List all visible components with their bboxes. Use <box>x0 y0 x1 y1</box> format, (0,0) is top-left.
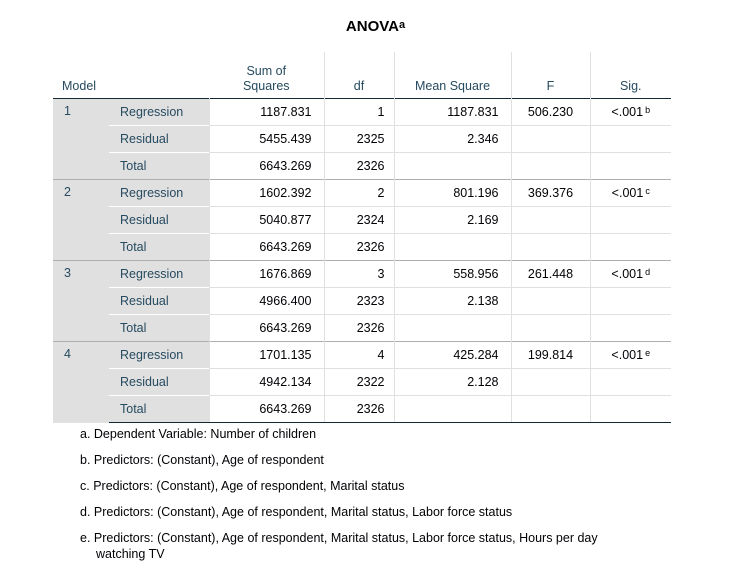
header-sum-of-squares-line1: Sum of <box>246 64 287 78</box>
sig-cell <box>590 315 671 342</box>
sig-cell <box>590 180 671 207</box>
df-cell: 2326 <box>324 153 394 180</box>
footnote-b: b. Predictors: (Constant), Age of respondent <box>80 453 324 467</box>
table-row <box>53 207 671 234</box>
sig-cell <box>590 126 671 153</box>
source-label: Residual <box>109 288 209 315</box>
f-cell <box>511 153 590 180</box>
sum-of-squares-cell: 4942.134 <box>209 369 324 396</box>
source-label: Regression <box>109 99 209 126</box>
header-sum-of-squares <box>209 52 324 99</box>
mean-square-cell: 425.284 <box>394 342 511 369</box>
model-number: 3 <box>53 261 109 342</box>
footnote-c: c. Predictors: (Constant), Age of respondent, Marital status <box>80 479 405 493</box>
sum-of-squares-cell: 6643.269 <box>209 234 324 261</box>
sig-cell <box>590 342 671 369</box>
sig-cell <box>590 207 671 234</box>
anova-table <box>53 52 671 423</box>
sum-of-squares-cell: 1701.135 <box>209 342 324 369</box>
sum-of-squares-cell: 4966.400 <box>209 288 324 315</box>
sum-of-squares-cell: 6643.269 <box>209 396 324 423</box>
sig-value: <.001 <box>611 348 644 362</box>
sig-cell <box>590 153 671 180</box>
sig-cell <box>590 99 671 126</box>
anova-table-body <box>53 99 671 423</box>
source-label: Residual <box>109 207 209 234</box>
table-title-superscript: a <box>398 19 406 31</box>
table-row <box>53 180 671 207</box>
footnotes <box>80 424 640 568</box>
f-cell <box>511 234 590 261</box>
mean-square-cell: 2.138 <box>394 288 511 315</box>
sig-footnote-ref: b <box>645 105 651 115</box>
footnote-d: d. Predictors: (Constant), Age of respondent, Marital status, Labor force status <box>80 505 513 519</box>
f-cell <box>511 369 590 396</box>
table-row <box>53 369 671 396</box>
sum-of-squares-cell: 1187.831 <box>209 99 324 126</box>
table-row <box>53 126 671 153</box>
f-cell <box>511 126 590 153</box>
header-df: df <box>324 52 394 99</box>
table-row <box>53 342 671 369</box>
df-cell: 2325 <box>324 126 394 153</box>
f-cell: 506.230 <box>511 99 590 126</box>
sig-cell <box>590 234 671 261</box>
table-row <box>53 396 671 423</box>
source-label: Regression <box>109 261 209 288</box>
mean-square-cell <box>394 153 511 180</box>
sig-footnote-ref: c <box>645 186 650 196</box>
footnote-a: a. Dependent Variable: Number of children <box>80 427 317 441</box>
source-label: Total <box>109 396 209 423</box>
table-row <box>53 234 671 261</box>
header-sum-of-squares-line2: Squares <box>242 79 290 93</box>
header-mean-square: Mean Square <box>394 52 511 99</box>
sig-footnote-ref: e <box>645 348 651 358</box>
sig-cell <box>590 288 671 315</box>
df-cell: 2 <box>324 180 394 207</box>
f-cell: 369.376 <box>511 180 590 207</box>
mean-square-cell: 801.196 <box>394 180 511 207</box>
table-title <box>0 18 751 35</box>
f-cell <box>511 396 590 423</box>
sig-cell <box>590 369 671 396</box>
sum-of-squares-cell: 1602.392 <box>209 180 324 207</box>
sum-of-squares-cell: 6643.269 <box>209 315 324 342</box>
source-label: Regression <box>109 180 209 207</box>
mean-square-cell: 2.169 <box>394 207 511 234</box>
df-cell: 2326 <box>324 234 394 261</box>
header-sig: Sig. <box>590 52 671 99</box>
mean-square-cell <box>394 315 511 342</box>
sig-value: <.001 <box>611 267 644 281</box>
df-cell: 2323 <box>324 288 394 315</box>
sig-cell <box>590 396 671 423</box>
df-cell: 2326 <box>324 315 394 342</box>
mean-square-cell <box>394 234 511 261</box>
source-label: Total <box>109 153 209 180</box>
table-row <box>53 99 671 126</box>
sig-cell <box>590 261 671 288</box>
mean-square-cell: 558.956 <box>394 261 511 288</box>
table-title-text: ANOVA <box>345 18 399 35</box>
source-label: Total <box>109 315 209 342</box>
sum-of-squares-cell: 5455.439 <box>209 126 324 153</box>
sum-of-squares-cell: 6643.269 <box>209 153 324 180</box>
df-cell: 2326 <box>324 396 394 423</box>
model-number: 1 <box>53 99 109 180</box>
f-cell <box>511 288 590 315</box>
sig-footnote-ref: d <box>645 267 651 277</box>
model-number: 4 <box>53 342 109 423</box>
df-cell: 2322 <box>324 369 394 396</box>
source-label: Regression <box>109 342 209 369</box>
mean-square-cell: 1187.831 <box>394 99 511 126</box>
df-cell: 2324 <box>324 207 394 234</box>
f-cell <box>511 315 590 342</box>
source-label: Residual <box>109 369 209 396</box>
header-f: F <box>511 52 590 99</box>
sum-of-squares-cell: 1676.869 <box>209 261 324 288</box>
df-cell: 1 <box>324 99 394 126</box>
mean-square-cell <box>394 396 511 423</box>
source-label: Residual <box>109 126 209 153</box>
table-row <box>53 315 671 342</box>
df-cell: 3 <box>324 261 394 288</box>
df-cell: 4 <box>324 342 394 369</box>
table-row <box>53 153 671 180</box>
source-label: Total <box>109 234 209 261</box>
table-row <box>53 261 671 288</box>
sig-value: <.001 <box>611 105 644 119</box>
header-row <box>53 52 671 99</box>
sum-of-squares-cell: 5040.877 <box>209 207 324 234</box>
f-cell: 261.448 <box>511 261 590 288</box>
f-cell <box>511 207 590 234</box>
header-model: Model <box>62 79 97 93</box>
model-number: 2 <box>53 180 109 261</box>
mean-square-cell: 2.128 <box>394 369 511 396</box>
mean-square-cell: 2.346 <box>394 126 511 153</box>
sig-value: <.001 <box>611 186 644 200</box>
footnote-e: e. Predictors: (Constant), Age of respondent, Marital status, Labor force status, Hours per day watching TV <box>80 531 598 561</box>
f-cell: 199.814 <box>511 342 590 369</box>
table-row <box>53 288 671 315</box>
